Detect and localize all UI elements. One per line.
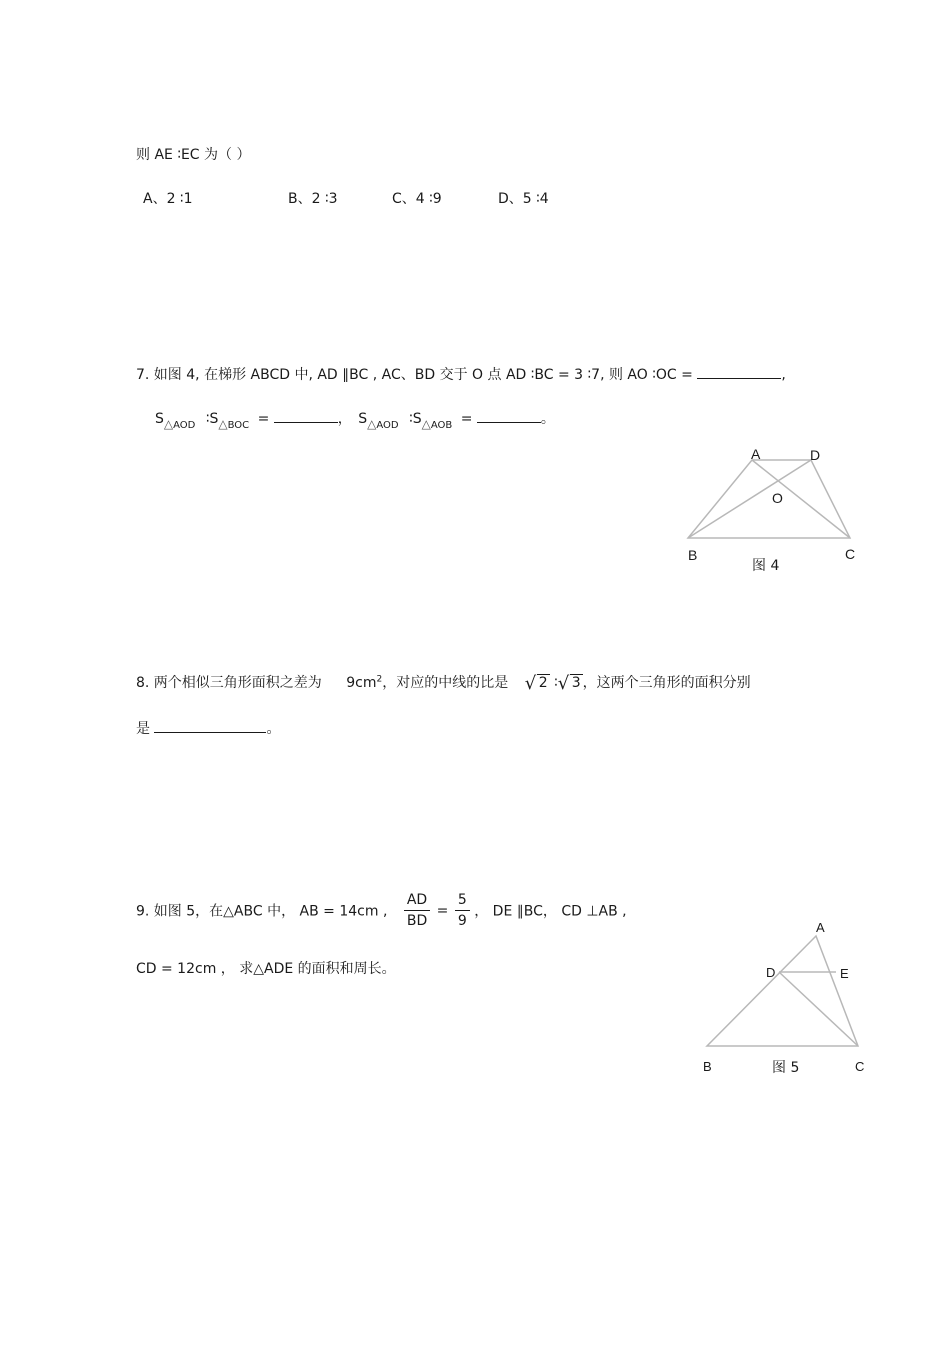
q8-root2: 3 [571,675,581,691]
q9-line2: CD = 12cm ， 求△ADE 的面积和周长。 [136,961,396,977]
q8-line2-start: 是 [136,721,150,737]
fig5-label-b: B [703,1059,712,1074]
q7-eq2: = [460,411,473,427]
q7-s1: S [155,411,164,427]
q7-sub-aob: AOB [430,420,453,431]
q6-stem: 则 AE ∶EC 为（ ） [136,147,251,163]
q7-sub-boc: BOC [227,420,250,431]
q8-ratio: ∶ [554,675,558,691]
fig4-label-d: D [810,447,821,463]
q6-option-c: C、4 ∶9 [392,191,442,207]
q7-eq: = [257,411,270,427]
fig4-label-o: O [772,490,783,506]
q7-end: 。 [540,411,555,427]
q9-frac2-den: 9 [457,913,467,929]
segment-cd [779,972,858,1046]
q7-stem: 7. 如图 4, 在梯形 ABCD 中, AD ∥BC , AC、BD 交于 O 点 AD ∶BC = 3 ∶7, 则 AO ∶OC = [136,367,693,383]
fig4-label-a: A [751,446,761,462]
fig4-label-b: B [688,547,698,563]
q9-text-b: ， DE ∥BC， CD ⊥AB , [474,903,627,920]
q6-option-b: B、2 ∶3 [288,191,338,207]
q8-value: 9cm [346,675,377,691]
triangle-icon: △ [421,417,431,431]
triangle-icon: △ [367,417,377,431]
q9-eq: = [436,902,449,919]
q7-sub-aod2: AOD [376,420,399,431]
triangle-icon: △ [218,417,228,431]
q8-text-c: ，这两个三角形的面积分别 [582,675,751,691]
q9-frac-num: AD [404,890,430,911]
q8-end: 。 [266,721,281,737]
q9-frac-den: BD [406,913,428,929]
q7-ratio: ∶S [205,411,219,427]
fig5-label-c: C [855,1059,865,1074]
fig4-label-c: C [845,546,856,562]
q7-sep: ， [337,411,352,427]
q9-frac2-num: 5 [455,890,470,911]
fig4-caption: 图 4 [752,558,780,574]
triangle-icon: △ [163,417,174,431]
q6-option-d: D、5 ∶4 [498,191,549,207]
q7-s2: S [358,411,368,427]
q8-root1: 2 [538,675,548,691]
q7-sub-aod: AOD [173,420,196,431]
q8-text-b: ，对应的中线的比是 [382,675,509,691]
fig5-label-e: E [840,966,849,981]
fig5-caption: 图 5 [772,1060,800,1076]
q8-sup: 2 [376,674,383,685]
q8-text-a: 8. 两个相似三角形面积之差为 [136,675,322,691]
fig5-label-d: D [766,965,776,980]
fig5-label-a: A [816,920,825,935]
q7-ratio2: ∶S [409,411,422,427]
q9-text-a: 9. 如图 5，在△ABC 中， AB = 14cm , [136,903,388,920]
q6-option-a: A、2 ∶1 [143,191,193,207]
q7-comma: , [781,367,786,383]
triangle-abc [707,936,858,1046]
